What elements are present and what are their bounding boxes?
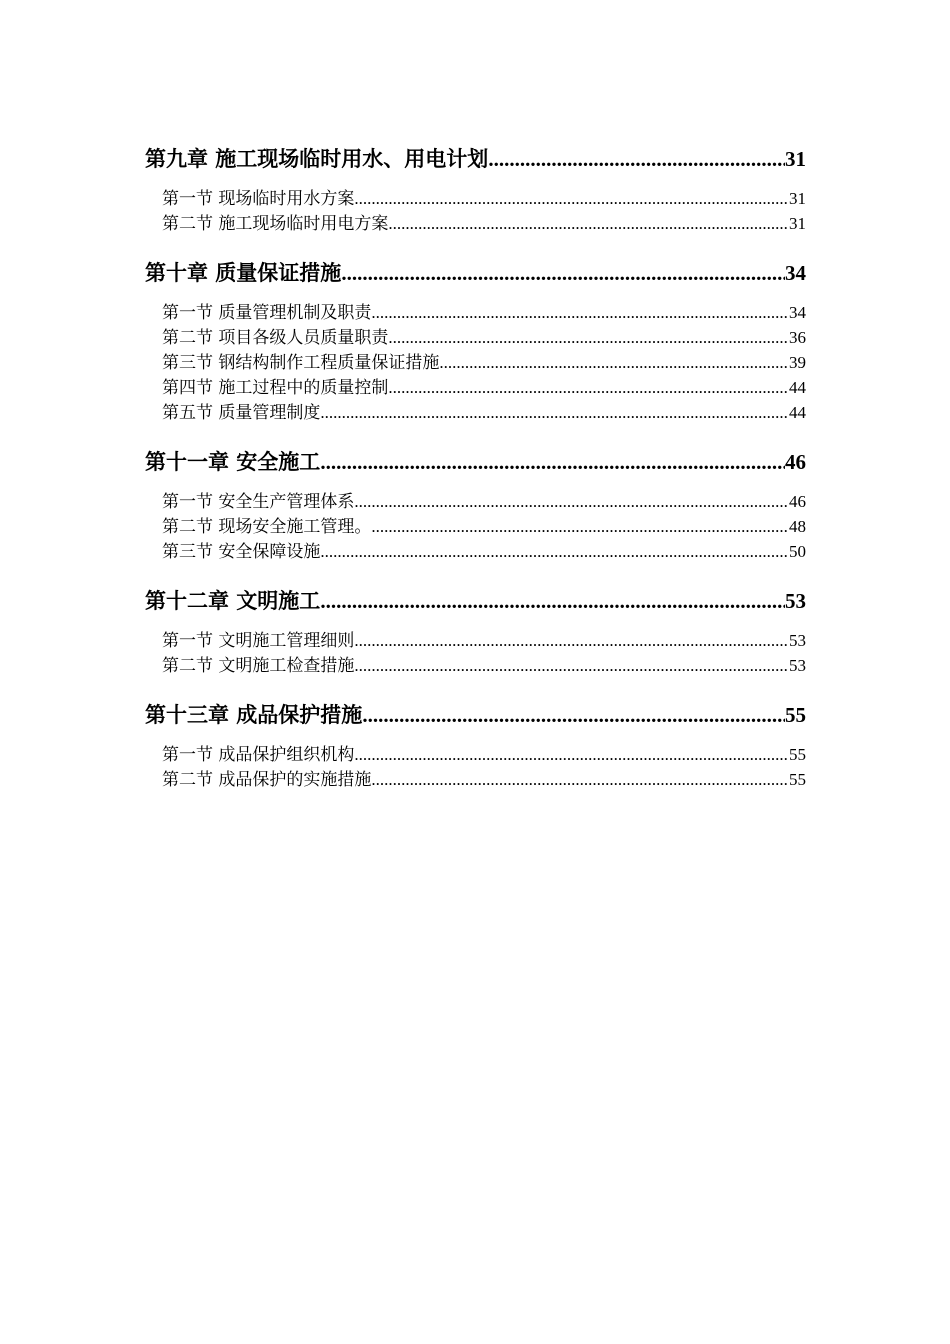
chapter-title: 第十二章 文明施工 — [145, 589, 321, 613]
dot-leader — [371, 300, 789, 325]
toc-section-entry[interactable] — [145, 489, 806, 514]
section-title: 第二节 项目各级人员质量职责 — [162, 328, 389, 348]
section-page-number: 44 — [789, 403, 806, 422]
section-title: 第三节 钢结构制作工程质量保证措施 — [162, 353, 440, 373]
toc-chapter-entry[interactable] — [145, 446, 806, 478]
section-title: 第三节 安全保障设施 — [162, 542, 321, 562]
section-page-number: 53 — [789, 656, 806, 675]
chapter-title: 第十三章 成品保护措施 — [145, 703, 363, 727]
section-title: 第一节 质量管理机制及职责 — [162, 303, 372, 323]
chapter-title: 第九章 施工现场临时用水、用电计划 — [145, 147, 489, 171]
section-title: 第五节 质量管理制度 — [162, 403, 321, 423]
dot-leader — [371, 767, 789, 792]
chapter-page-number: 46 — [785, 450, 806, 474]
section-page-number: 46 — [789, 492, 806, 511]
dot-leader — [354, 742, 789, 767]
chapter-page-number: 34 — [785, 261, 806, 285]
toc-section-entry[interactable] — [145, 400, 806, 425]
toc-chapter — [145, 143, 806, 236]
toc-section-entry[interactable] — [145, 350, 806, 375]
dot-leader — [388, 325, 789, 350]
chapter-title: 第十一章 安全施工 — [145, 450, 321, 474]
toc-section-entry[interactable] — [145, 186, 806, 211]
section-title: 第二节 文明施工检查措施 — [162, 656, 355, 676]
section-page-number: 44 — [789, 378, 806, 397]
section-title: 第一节 成品保护组织机构 — [162, 745, 355, 765]
toc-chapter — [145, 257, 806, 425]
toc-section-entry[interactable] — [145, 211, 806, 236]
toc-chapter-entry[interactable] — [145, 699, 806, 731]
dot-leader — [362, 699, 785, 731]
toc-chapter-entry[interactable] — [145, 143, 806, 175]
section-page-number: 31 — [789, 189, 806, 208]
dot-leader — [320, 585, 785, 617]
toc-section-list — [145, 186, 806, 236]
dot-leader — [341, 257, 785, 289]
toc-chapter-entry[interactable] — [145, 585, 806, 617]
section-page-number: 55 — [789, 745, 806, 764]
dot-leader — [354, 653, 789, 678]
dot-leader — [354, 186, 789, 211]
toc-section-list — [145, 489, 806, 564]
dot-leader — [388, 375, 789, 400]
toc-section-list — [145, 300, 806, 425]
toc-section-entry[interactable] — [145, 742, 806, 767]
dot-leader — [320, 400, 789, 425]
toc-chapter — [145, 699, 806, 792]
toc-section-entry[interactable] — [145, 300, 806, 325]
toc-section-list — [145, 742, 806, 792]
section-title: 第一节 文明施工管理细则 — [162, 631, 355, 651]
section-page-number: 55 — [789, 770, 806, 789]
section-title: 第二节 施工现场临时用电方案 — [162, 214, 389, 234]
section-page-number: 53 — [789, 631, 806, 650]
section-title: 第四节 施工过程中的质量控制 — [162, 378, 389, 398]
dot-leader — [354, 489, 789, 514]
dot-leader — [388, 211, 789, 236]
toc-section-entry[interactable] — [145, 514, 806, 539]
section-page-number: 34 — [789, 303, 806, 322]
dot-leader — [320, 539, 789, 564]
section-page-number: 48 — [789, 517, 806, 536]
section-page-number: 39 — [789, 353, 806, 372]
toc-chapter — [145, 585, 806, 678]
toc-section-entry[interactable] — [145, 325, 806, 350]
toc-section-entry[interactable] — [145, 628, 806, 653]
section-title: 第一节 现场临时用水方案 — [162, 189, 355, 209]
section-title: 第一节 安全生产管理体系 — [162, 492, 355, 512]
toc-section-entry[interactable] — [145, 767, 806, 792]
chapter-title: 第十章 质量保证措施 — [145, 261, 342, 285]
dot-leader — [371, 514, 789, 539]
toc-chapter-entry[interactable] — [145, 257, 806, 289]
dot-leader — [320, 446, 785, 478]
section-page-number: 50 — [789, 542, 806, 561]
dot-leader — [488, 143, 785, 175]
section-title: 第二节 成品保护的实施措施 — [162, 770, 372, 790]
chapter-page-number: 55 — [785, 703, 806, 727]
dot-leader — [354, 628, 789, 653]
table-of-contents — [145, 143, 806, 813]
section-title: 第二节 现场安全施工管理。 — [162, 517, 372, 537]
toc-section-entry[interactable] — [145, 375, 806, 400]
dot-leader — [439, 350, 789, 375]
toc-section-entry[interactable] — [145, 653, 806, 678]
section-page-number: 36 — [789, 328, 806, 347]
section-page-number: 31 — [789, 214, 806, 233]
toc-chapter — [145, 446, 806, 564]
toc-section-entry[interactable] — [145, 539, 806, 564]
chapter-page-number: 31 — [785, 147, 806, 171]
toc-section-list — [145, 628, 806, 678]
chapter-page-number: 53 — [785, 589, 806, 613]
